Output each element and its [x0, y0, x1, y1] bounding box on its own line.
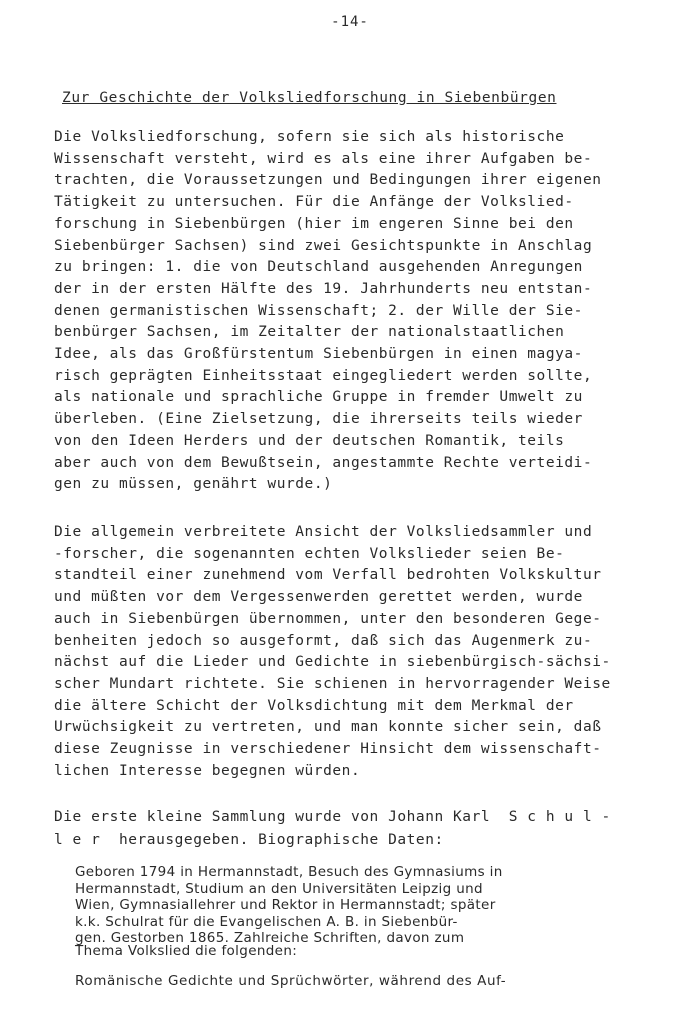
bio-line: Wien, Gymnasiallehrer und Rektor in Hermannstadt; später	[75, 897, 496, 913]
biography-block	[75, 864, 503, 959]
paragraph-1	[54, 127, 614, 496]
text-line: Tätigkeit zu untersuchen. Für die Anfänge der Volkslied-	[54, 194, 574, 211]
bio-line: Hermannstadt, Studium an den Universitäten Leipzig und	[75, 880, 483, 897]
trailing-line: Romänische Gedichte und Sprüchwörter, während des Auf-	[75, 973, 507, 989]
text-line: der in der ersten Hälfte des 19. Jahrhunderts neu entstan-	[54, 280, 593, 297]
text-line: benheiten jedoch so ausgeformt, daß sich das Augenmerk zu-	[54, 632, 593, 649]
text-line: denen germanistischen Wissenschaft; 2. der Wille der Sie-	[54, 302, 583, 319]
text-line: die ältere Schicht der Volksdichtung mit dem Merkmal der	[54, 697, 574, 714]
text-line: Urwüchsigkeit zu vertreten, und man konnte sicher sein, daß	[54, 719, 602, 736]
text-line: überleben. (Eine Zielsetzung, die ihrerseits teils wieder	[54, 411, 583, 428]
text-line: aber auch von dem Bewußtsein, angestammte Rechte verteidi-	[54, 454, 593, 471]
bio-line: k.k. Schulrat für die Evangelischen A. B. in Siebenbür-	[75, 913, 458, 930]
text-line: nächst auf die Lieder und Gedichte in siebenbürgisch-sächsi-	[54, 654, 611, 671]
text-line: risch geprägten Einheitsstaat eingegliedert werden sollte,	[54, 367, 593, 384]
text-line: scher Mundart richtete. Sie schienen in hervorragender Weise	[54, 675, 611, 692]
bio-line: Geboren 1794 in Hermannstadt, Besuch des Gymnasiums in	[75, 864, 503, 880]
text-line: Die Volksliedforschung, sofern sie sich als historische	[54, 129, 565, 145]
paragraph-3	[54, 806, 614, 852]
section-heading: Zur Geschichte der Volksliedforschung in Siebenbürgen	[62, 90, 557, 106]
text-line: und müßten vor dem Vergessenwerden gerettet werden, wurde	[54, 589, 583, 606]
text-line: als nationale und sprachliche Gruppe in fremder Umwelt zu	[54, 389, 583, 406]
text-line: Siebenbürger Sachsen) sind zwei Gesichtspunkte in Anschlag	[54, 237, 593, 254]
text-line: Die allgemein verbreitete Ansicht der Volksliedsammler und	[54, 524, 593, 540]
text-line: auch in Siebenbürgen übernommen, unter den besonderen Gege-	[54, 610, 602, 627]
text-line: von den Ideen Herders und der deutschen Romantik, teils	[54, 432, 565, 449]
text-line: Die erste kleine Sammlung wurde von Johann Karl S c h u l -	[54, 809, 611, 825]
page-number: -14-	[331, 14, 369, 30]
text-line: Wissenschaft versteht, wird es als eine ihrer Aufgaben be-	[54, 150, 593, 167]
text-line: trachten, die Voraussetzungen und Bedingungen ihrer eigenen	[54, 172, 602, 189]
text-line: l e r herausgegeben. Biographische Daten:	[54, 832, 444, 848]
text-line: -forscher, die sogenannten echten Volkslieder seien Be-	[54, 545, 565, 562]
text-line: Idee, als das Großfürstentum Siebenbürgen in einen magya-	[54, 346, 583, 363]
text-line: standteil einer zunehmend vom Verfall bedrohten Volkskultur	[54, 567, 602, 584]
text-line: lichen Interesse begegnen würden.	[54, 762, 361, 779]
text-line: forschung in Siebenbürgen (hier im engeren Sinne bei den	[54, 215, 574, 232]
text-line: zu bringen: 1. die von Deutschland ausgehenden Anregungen	[54, 259, 583, 276]
text-line: benbürger Sachsen, im Zeitalter der nationalstaatlichen	[54, 324, 565, 341]
text-line: diese Zeugnisse in verschiedener Hinsicht dem wissenschaft-	[54, 741, 602, 758]
paragraph-2	[54, 522, 614, 782]
bio-line: Thema Volkslied die folgenden:	[75, 942, 298, 959]
bio-line: gen. Gestorben 1865. Zahlreiche Schriften, davon zum	[75, 930, 465, 946]
text-line: gen zu müssen, genährt wurde.)	[54, 476, 333, 493]
